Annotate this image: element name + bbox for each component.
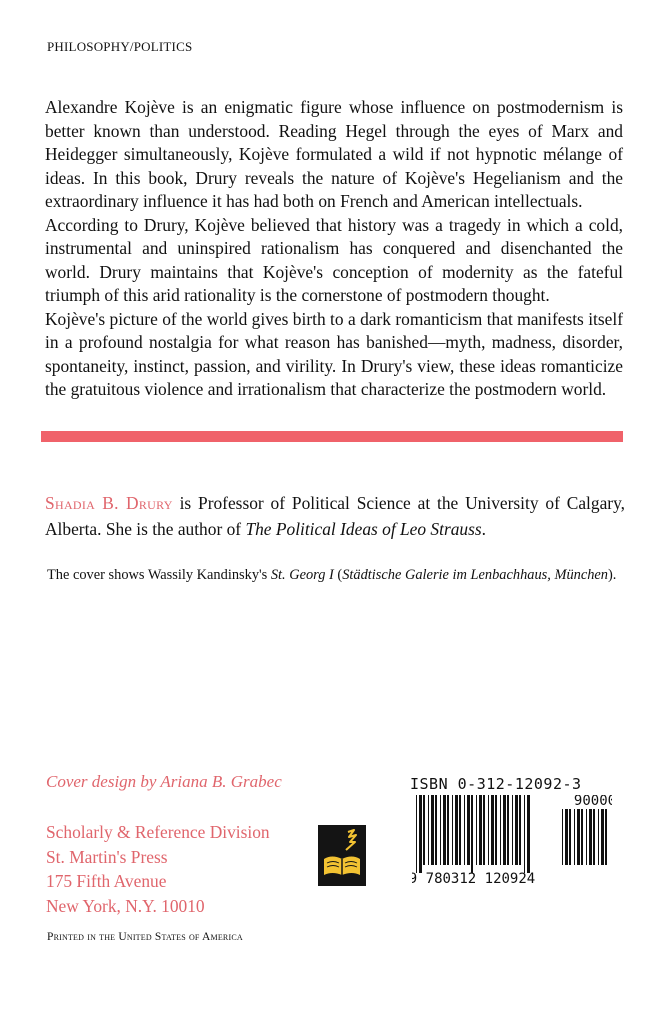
barcode-bar [512,795,513,865]
barcode-block [412,795,612,886]
barcode-bar [464,795,465,865]
barcode-bar [574,809,575,865]
barcode-bar [593,809,595,865]
barcode-bar [500,795,501,865]
barcode-bar [589,809,592,865]
cover-art-note [47,567,627,584]
author-book-title: The Political Ideas of Leo Strauss [245,519,482,539]
author-name: Shadia B. Drury [45,493,173,513]
barcode-bar [428,795,429,865]
author-bio [45,490,625,542]
barcode-bar [601,809,604,865]
publisher-street: 175 Fifth Avenue [46,871,167,891]
barcode-bar [471,795,473,873]
publisher-city: New York, N.Y. 10010 [46,895,205,916]
divider-rule [41,431,623,442]
barcode-bar [443,795,446,865]
price-code-digits: 90000 [573,795,612,809]
barcode-bar [423,795,425,865]
barcode-bar [479,795,482,865]
barcode-bar [577,809,580,865]
price-addon-bars [562,809,607,865]
barcode-bar [581,809,583,865]
cover-artwork-location: Städtische Galerie im Lenbachhaus, München [342,567,608,583]
barcode-bar [565,809,568,865]
blurb-paragraph-3: Kojève's picture of the world gives birth to a dark romanticism that manifests itself in a profound nostalgia for what reason has banished—myth, madness, disorder, spontaneity, instinct, passion, and virility. In Drury's view, these ideas romanticize the gratuitous violence and irrationalism that characterize the postmodern world. [45,308,623,399]
barcode-digits: 9 780312 120924 [412,871,536,886]
barcode-bar [586,809,587,865]
barcode-bar [488,795,489,865]
barcode-bar [476,795,477,865]
barcode-bar [435,795,437,865]
barcode-bar [455,795,458,865]
publisher-address [46,820,270,918]
barcode-bar [491,795,494,865]
cover-artwork-title: St. Georg I [270,567,334,583]
barcode-bar [503,795,506,865]
category-label: PHILOSOPHY/POLITICS [47,39,193,54]
author-bio-text-2: . [481,519,487,539]
barcode-bar [447,795,449,865]
printed-notice: Printed in the United States of America [47,931,243,943]
barcode-bar [467,795,470,865]
barcode-bar [562,809,563,865]
cover-note-prefix: The cover shows Wassily Kandinsky's [47,567,271,583]
barcode-bar [452,795,453,865]
publisher-division: Scholarly & Reference Division [46,822,270,842]
blurb-text [45,96,623,402]
barcode-bar [598,809,599,865]
blurb-paragraph-1: Alexandre Kojève is an enigmatic figure whose influence on postmodernism is better known than understood. Reading Hegel through the eyes of Marx and Heidegger simultaneously, Kojève formulated a wild if not hypnotic mélange of ideas. In this book, Drury reveals the nature of Kojève's Hegelianism and the extraordinary influence it has had both on French and American intellectuals. [45,97,623,211]
barcode-bar [524,795,525,873]
barcode-bar [416,795,417,873]
isbn-number: ISBN 0-312-12092-3 [410,775,582,793]
barcode-bar [605,809,607,865]
ean-barcode-bars [416,795,530,873]
barcode-bar [527,795,530,873]
barcode-bar [515,795,518,865]
author-bio-text-1: is Professor of Political Science at the University of Calgary, Alberta. She is the author of [45,493,625,539]
cover-note-paren-open: ( [333,567,343,583]
publisher-logo-icon [318,825,366,886]
barcode-bar [431,795,434,865]
blurb-paragraph-2: According to Drury, Kojève believed that history was a tragedy in which a cold, instrumental and uninspired rationalism has conquered and disenchanted the world. Drury maintains that Kojève's conception of modernity as the fateful triumph of this arid rationality is the cornerstone of postmodern thought. [45,214,623,305]
cover-design-credit: Cover design by Ariana B. Grabec [46,772,282,791]
barcode-bar [459,795,461,865]
barcode-bar [495,795,497,865]
barcode-bar [419,795,422,873]
publisher-name: St. Martin's Press [46,846,168,867]
barcode-bar [569,809,571,865]
barcode-bar [483,795,485,865]
barcode-bar [507,795,509,865]
cover-note-paren-close: ). [608,567,617,583]
barcode-bar [440,795,441,865]
barcode-bar [519,795,521,865]
